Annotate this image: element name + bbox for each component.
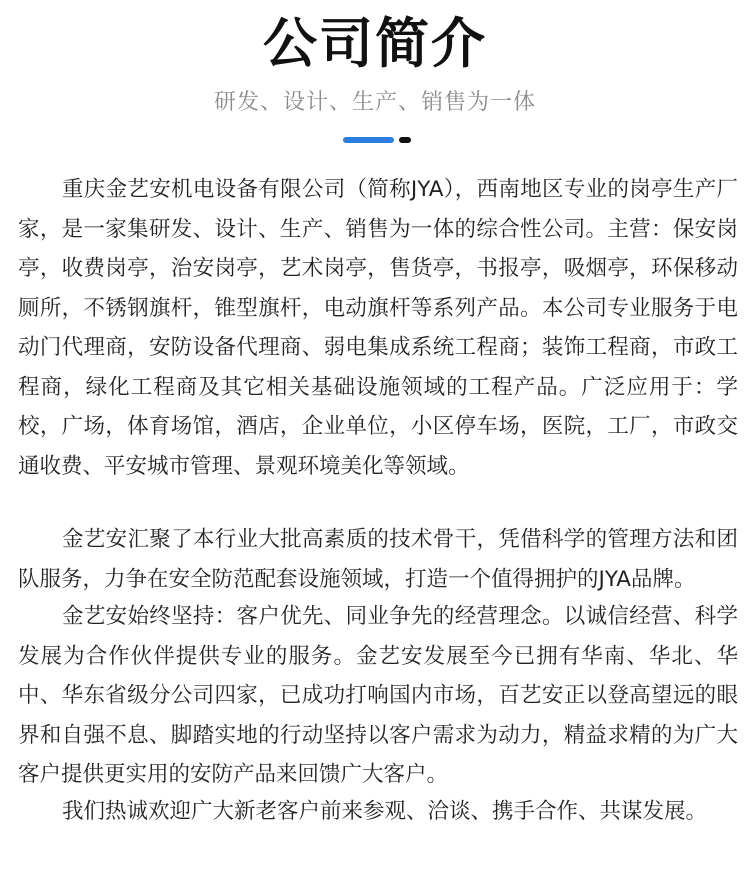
title-divider-dot (399, 137, 411, 143)
welcome-paragraph: 我们热诚欢迎广大新老客户前来参观、洽谈、携手合作、共谋发展。 (62, 799, 708, 824)
philosophy-paragraph: 金艺安始终坚持：客户优先、同业争先的经营理念。以诚信经营、科学发展为合作伙伴提供专业的服务。金艺安发展至今已拥有华南、华北、华中、华东省级分公司四家，已成功打响国内市场，百艺安正以登高望远的眼界和自强不息、脚踏实地的行动坚持以客户需求为动力，精益求精的为广大客户提供更实用的安防产品来回馈广大客户。 (18, 604, 738, 787)
page-subtitle: 研发、设计、生产、销售为一体 (213, 90, 536, 115)
title-divider-accent (343, 137, 394, 143)
team-paragraph: 金艺安汇聚了本行业大批高素质的技术骨干，凭借科学的管理方法和团队服务，力争在安全防范配套设施领域，打造一个值得拥护的JYA品牌。 (18, 527, 738, 592)
page-title: 公司简介 (263, 12, 487, 75)
intro-paragraph: 重庆金艺安机电设备有限公司（简称JYA），西南地区专业的岗亭生产厂家，是一家集研发、设计、生产、销售为一体的综合性公司。主营：保安岗亭，收费岗亭，治安岗亭，艺术岗亭，售货亭，书报亭，吸烟亭，环保移动厕所，不锈钢旗杆，锥型旗杆，电动旗杆等系列产品。本公司专业服务于电动门代理商，安防设备代理商、弱电集成系统工程商；装饰工程商，市政工程商，绿化工程商及其它相关基础设施领域的工程产品。广泛应用于：学校，广场，体育场馆，酒店，企业单位，小区停车场，医院，工厂，市政交通收费、平安城市管理、景观环境美化等领域。 (18, 177, 738, 479)
